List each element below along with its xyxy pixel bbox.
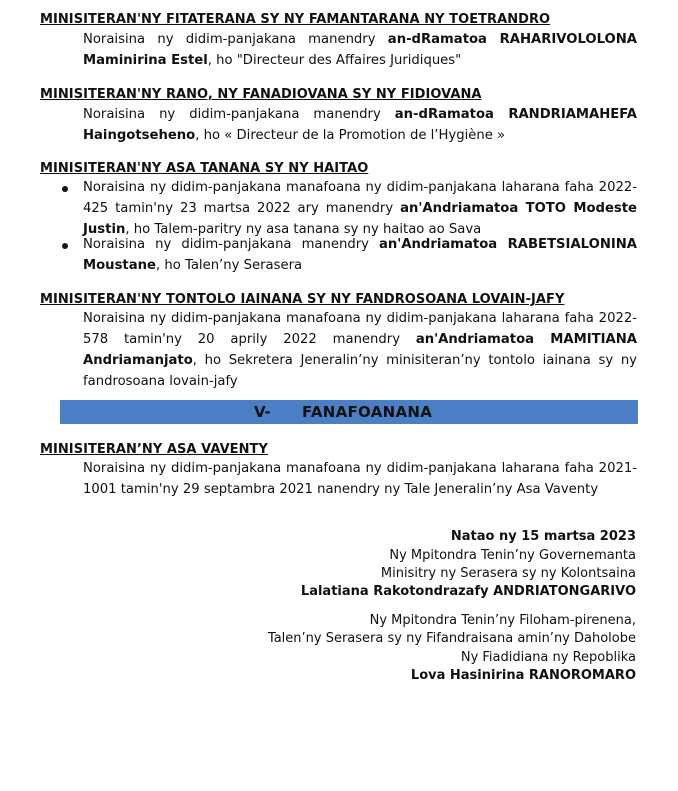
decree-text: , ho "Directeur des Affaires Juridiques" — [207, 53, 462, 68]
section-heading-tontolo-iainana: MINISITERAN'NY TONTOLO IAINANA SY NY FANDROSOANA LOVAIN-JAFY — [40, 292, 565, 307]
decree-text: , ho Talem-paritry ny asa tanana sy ny haitao ao Sava — [125, 222, 482, 237]
decree-text: Noraisina ny didim-panjakana manendry — [83, 237, 379, 252]
decree-text: Noraisina ny didim-panjakana manendry — [83, 107, 395, 122]
signature-role-line: Talen’ny Serasera sy ny Fifandraisana amin’ny Daholobe — [267, 631, 636, 646]
section-v-title: FANAFOANANA — [302, 403, 433, 421]
appointee-name: an'Andriamatoa MAMITIANA Andriamanjato — [83, 332, 637, 368]
decree-paragraph — [83, 308, 637, 392]
appointee-name: an'Andriamatoa RABETSIALONINA Moustane — [83, 237, 638, 273]
decree-paragraph — [83, 29, 637, 71]
bullet-dot — [62, 243, 68, 249]
signatory-name: Lova Hasinirina RANOROMARO — [410, 668, 636, 683]
decree-text: Noraisina ny didim-panjakana manafoana ny didim-panjakana laharana faha 2022-425 tamin'ny 23 martsa 2022 ary manendry — [83, 180, 637, 216]
decree-bullet-item — [83, 177, 637, 240]
decree-text: Noraisina ny didim-panjakana manafoana ny didim-panjakana laharana faha 2022-578 tamin'ny 20 aprily 2022 manendry — [83, 311, 637, 347]
section-heading-asa-tanana: MINISITERAN'NY ASA TANANA SY NY HAITAO — [40, 161, 369, 176]
decree-text: Noraisina ny didim-panjakana manendry — [83, 32, 388, 47]
signatory-name: Lalatiana Rakotondrazafy ANDRIATONGARIVO — [300, 584, 636, 599]
appointee-name: an-dRamatoa RANDRIAMAHEFA Haingotseheno — [83, 107, 638, 143]
appointee-name: an-dRamatoa RAHARIVOLOLONA Maminirina Estel — [83, 32, 637, 68]
signature-role-line: Ny Fiadidiana ny Repoblika — [460, 650, 636, 665]
signature-role-line: Ny Mpitondra Tenin’ny Governemanta — [389, 548, 636, 563]
decree-paragraph — [83, 104, 637, 146]
signature-role-line: Minisitry ny Serasera sy ny Kolontsaina — [380, 566, 636, 581]
section-v-band — [60, 400, 638, 424]
decree-paragraph: Noraisina ny didim-panjakana manafoana ny didim-panjakana laharana faha 2021-1001 tamin'ny 29 septambra 2021 nanendry ny Tale Jeneralin’ny Asa Vaventy — [83, 461, 637, 497]
decree-bullet-item — [83, 234, 637, 276]
signature-role-line: Ny Mpitondra Tenin’ny Filoham-pirenena, — [369, 613, 636, 628]
signature-date: Natao ny 15 martsa 2023 — [450, 529, 636, 544]
bullet-dot — [62, 186, 68, 192]
decree-text: , ho « Directeur de la Promotion de l’Hygiène » — [195, 128, 506, 143]
appointee-name: an'Andriamatoa TOTO Modeste Justin — [83, 201, 637, 237]
section-heading-asa-vaventy: MINISITERAN’NY ASA VAVENTY — [40, 442, 268, 457]
section-heading-rano: MINISITERAN'NY RANO, NY FANADIOVANA SY NY FIDIOVANA — [40, 87, 482, 102]
decree-text: , ho Sekretera Jeneralin’ny minisiteran’ny tontolo iainana sy ny fandrosoana lovain-jafy — [83, 353, 637, 389]
decree-text: , ho Talen’ny Serasera — [155, 258, 303, 273]
section-v-number: V- — [254, 403, 271, 421]
section-heading-fitaterana: MINISITERAN'NY FITATERANA SY NY FAMANTARANA NY TOETRANDRO — [40, 12, 551, 27]
